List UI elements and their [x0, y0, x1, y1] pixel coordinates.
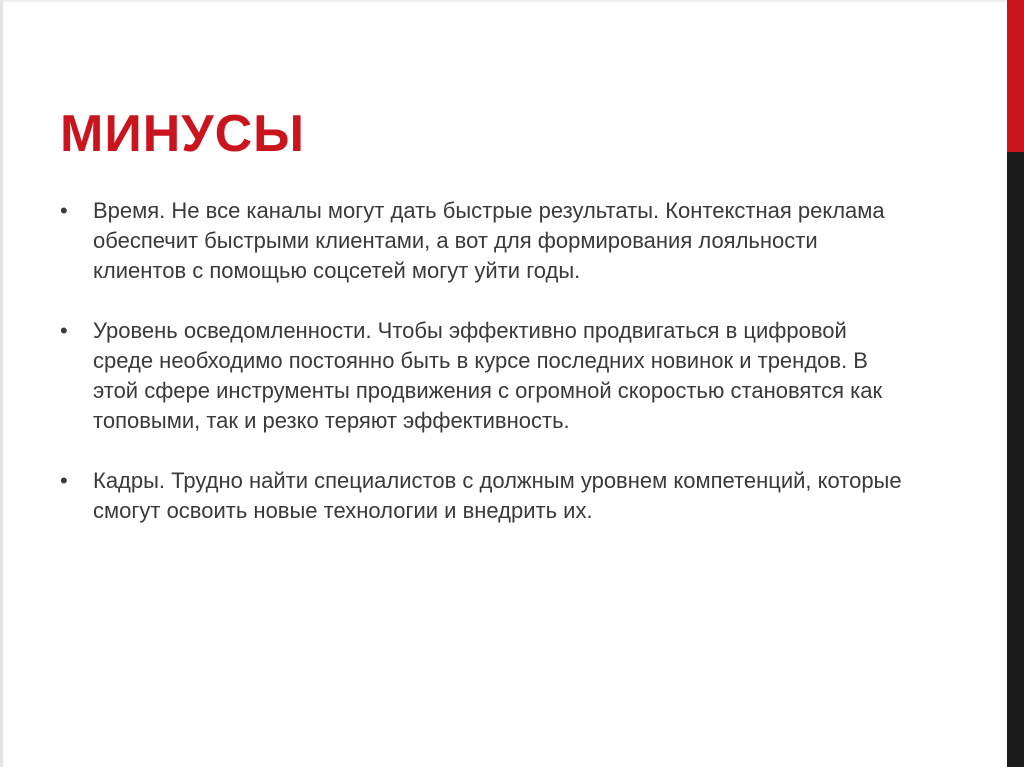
accent-bar-dark: [1007, 152, 1024, 767]
bullet-marker: •: [60, 468, 68, 493]
bullet-text: Уровень осведомленности. Чтобы эффективно продвигаться в цифровой среде необходимо постоянно быть в курсе последних новинок и трендов. В этой сфере инструменты продвижения с огромной скоростью становятся как топовыми, так и резко теряют эффективность.: [93, 318, 883, 433]
bullet-item-staff: [60, 466, 910, 526]
bullet-list: [60, 196, 910, 556]
bullet-item-awareness: [60, 316, 910, 436]
bullet-text: Кадры. Трудно найти специалистов с должным уровнем компетенций, которые смогут освоить новые технологии и внедрить их.: [93, 468, 902, 523]
accent-bar-red: [1007, 0, 1024, 152]
slide-left-edge: [0, 0, 3, 767]
bullet-item-time: [60, 196, 910, 286]
slide-top-edge: [0, 0, 1007, 2]
bullet-text: Время. Не все каналы могут дать быстрые результаты. Контекстная реклама обеспечит быстрыми клиентами, а вот для формирования лояльности клиентов с помощью соцсетей могут уйти годы.: [93, 198, 885, 283]
slide-title: МИНУСЫ: [60, 105, 306, 163]
bullet-marker: •: [60, 198, 68, 223]
bullet-marker: •: [60, 318, 68, 343]
